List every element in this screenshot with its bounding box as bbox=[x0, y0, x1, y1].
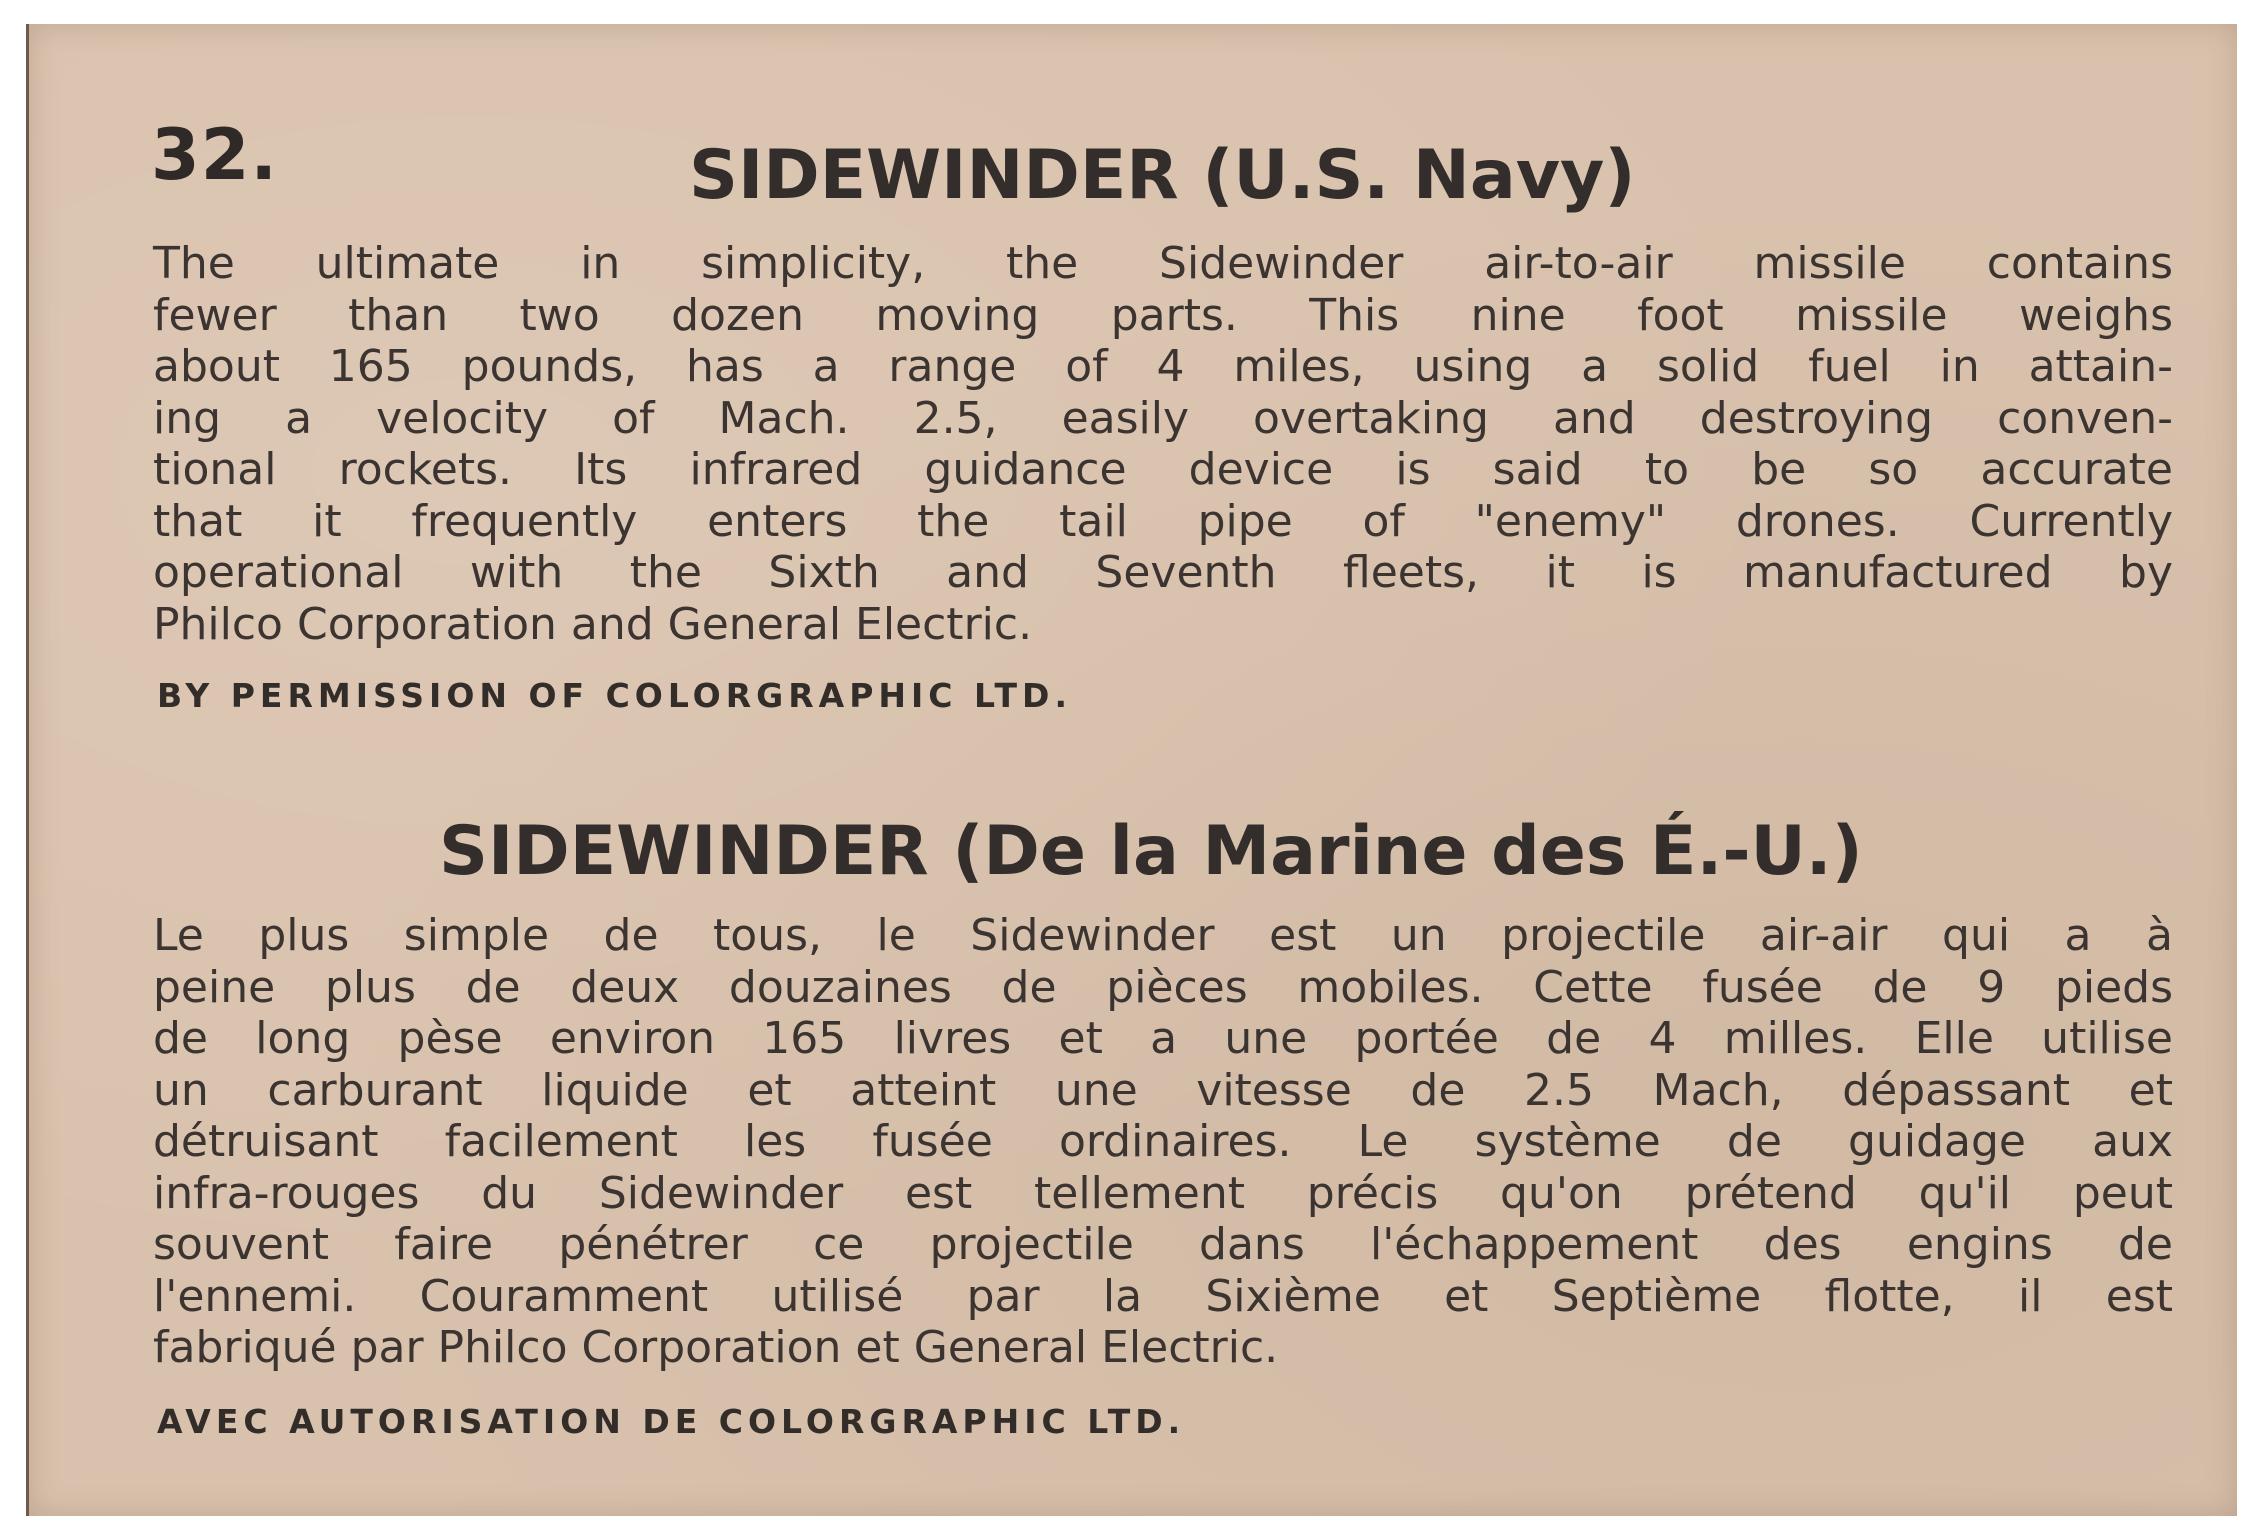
english-line: operational with the Sixth and Seventh fleets, it is manufactured by bbox=[153, 547, 2173, 598]
french-description bbox=[153, 910, 2173, 1374]
english-line: ing a velocity of Mach. 2.5, easily overtaking and destroying conven- bbox=[153, 392, 2173, 444]
card-number: 32. bbox=[151, 114, 279, 196]
english-line: that it frequently enters the tail pipe of "enemy" drones. Currently bbox=[153, 495, 2173, 547]
english-description bbox=[153, 238, 2173, 650]
english-line: Philco Corporation and General Electric. bbox=[153, 598, 1033, 650]
english-line: tional rockets. Its infrared guidance device is said to be so accurate bbox=[153, 444, 2173, 495]
english-title: SIDEWINDER (U.S. Navy) bbox=[689, 136, 1636, 215]
french-line: un carburant liquide et atteint une vitesse de 2.5 Mach, dépassant et bbox=[153, 1064, 2173, 1116]
french-line: infra-rouges du Sidewinder est tellement précis qu'on prétend qu'il peut bbox=[153, 1167, 2173, 1219]
english-credit: BY PERMISSION OF COLORGRAPHIC LTD. bbox=[157, 676, 1072, 715]
french-line: de long pèse environ 165 livres et a une portée de 4 milles. Elle utilise bbox=[153, 1013, 2173, 1064]
english-line: fewer than two dozen moving parts. This nine foot missile weighs bbox=[153, 289, 2173, 341]
english-line: The ultimate in simplicity, the Sidewinder air-to-air missile contains bbox=[153, 238, 2173, 289]
french-line: détruisant facilement les fusée ordinaires. Le système de guidage aux bbox=[153, 1116, 2173, 1167]
french-line: peine plus de deux douzaines de pièces mobiles. Cette fusée de 9 pieds bbox=[153, 961, 2173, 1013]
trading-card-back bbox=[26, 24, 2237, 1516]
french-credit: AVEC AUTORISATION DE COLORGRAPHIC LTD. bbox=[157, 1402, 1186, 1441]
french-line: souvent faire pénétrer ce projectile dans l'échappement des engins de bbox=[153, 1219, 2173, 1270]
french-title: SIDEWINDER (De la Marine des É.-U.) bbox=[439, 812, 1863, 891]
english-line: about 165 pounds, has a range of 4 miles, using a solid fuel in attain- bbox=[153, 341, 2173, 392]
french-line: fabriqué par Philco Corporation et General Electric. bbox=[153, 1322, 1279, 1373]
french-line: Le plus simple de tous, le Sidewinder est un projectile air-air qui a à bbox=[153, 910, 2173, 961]
french-line: l'ennemi. Couramment utilisé par la Sixième et Septième flotte, il est bbox=[153, 1270, 2173, 1322]
